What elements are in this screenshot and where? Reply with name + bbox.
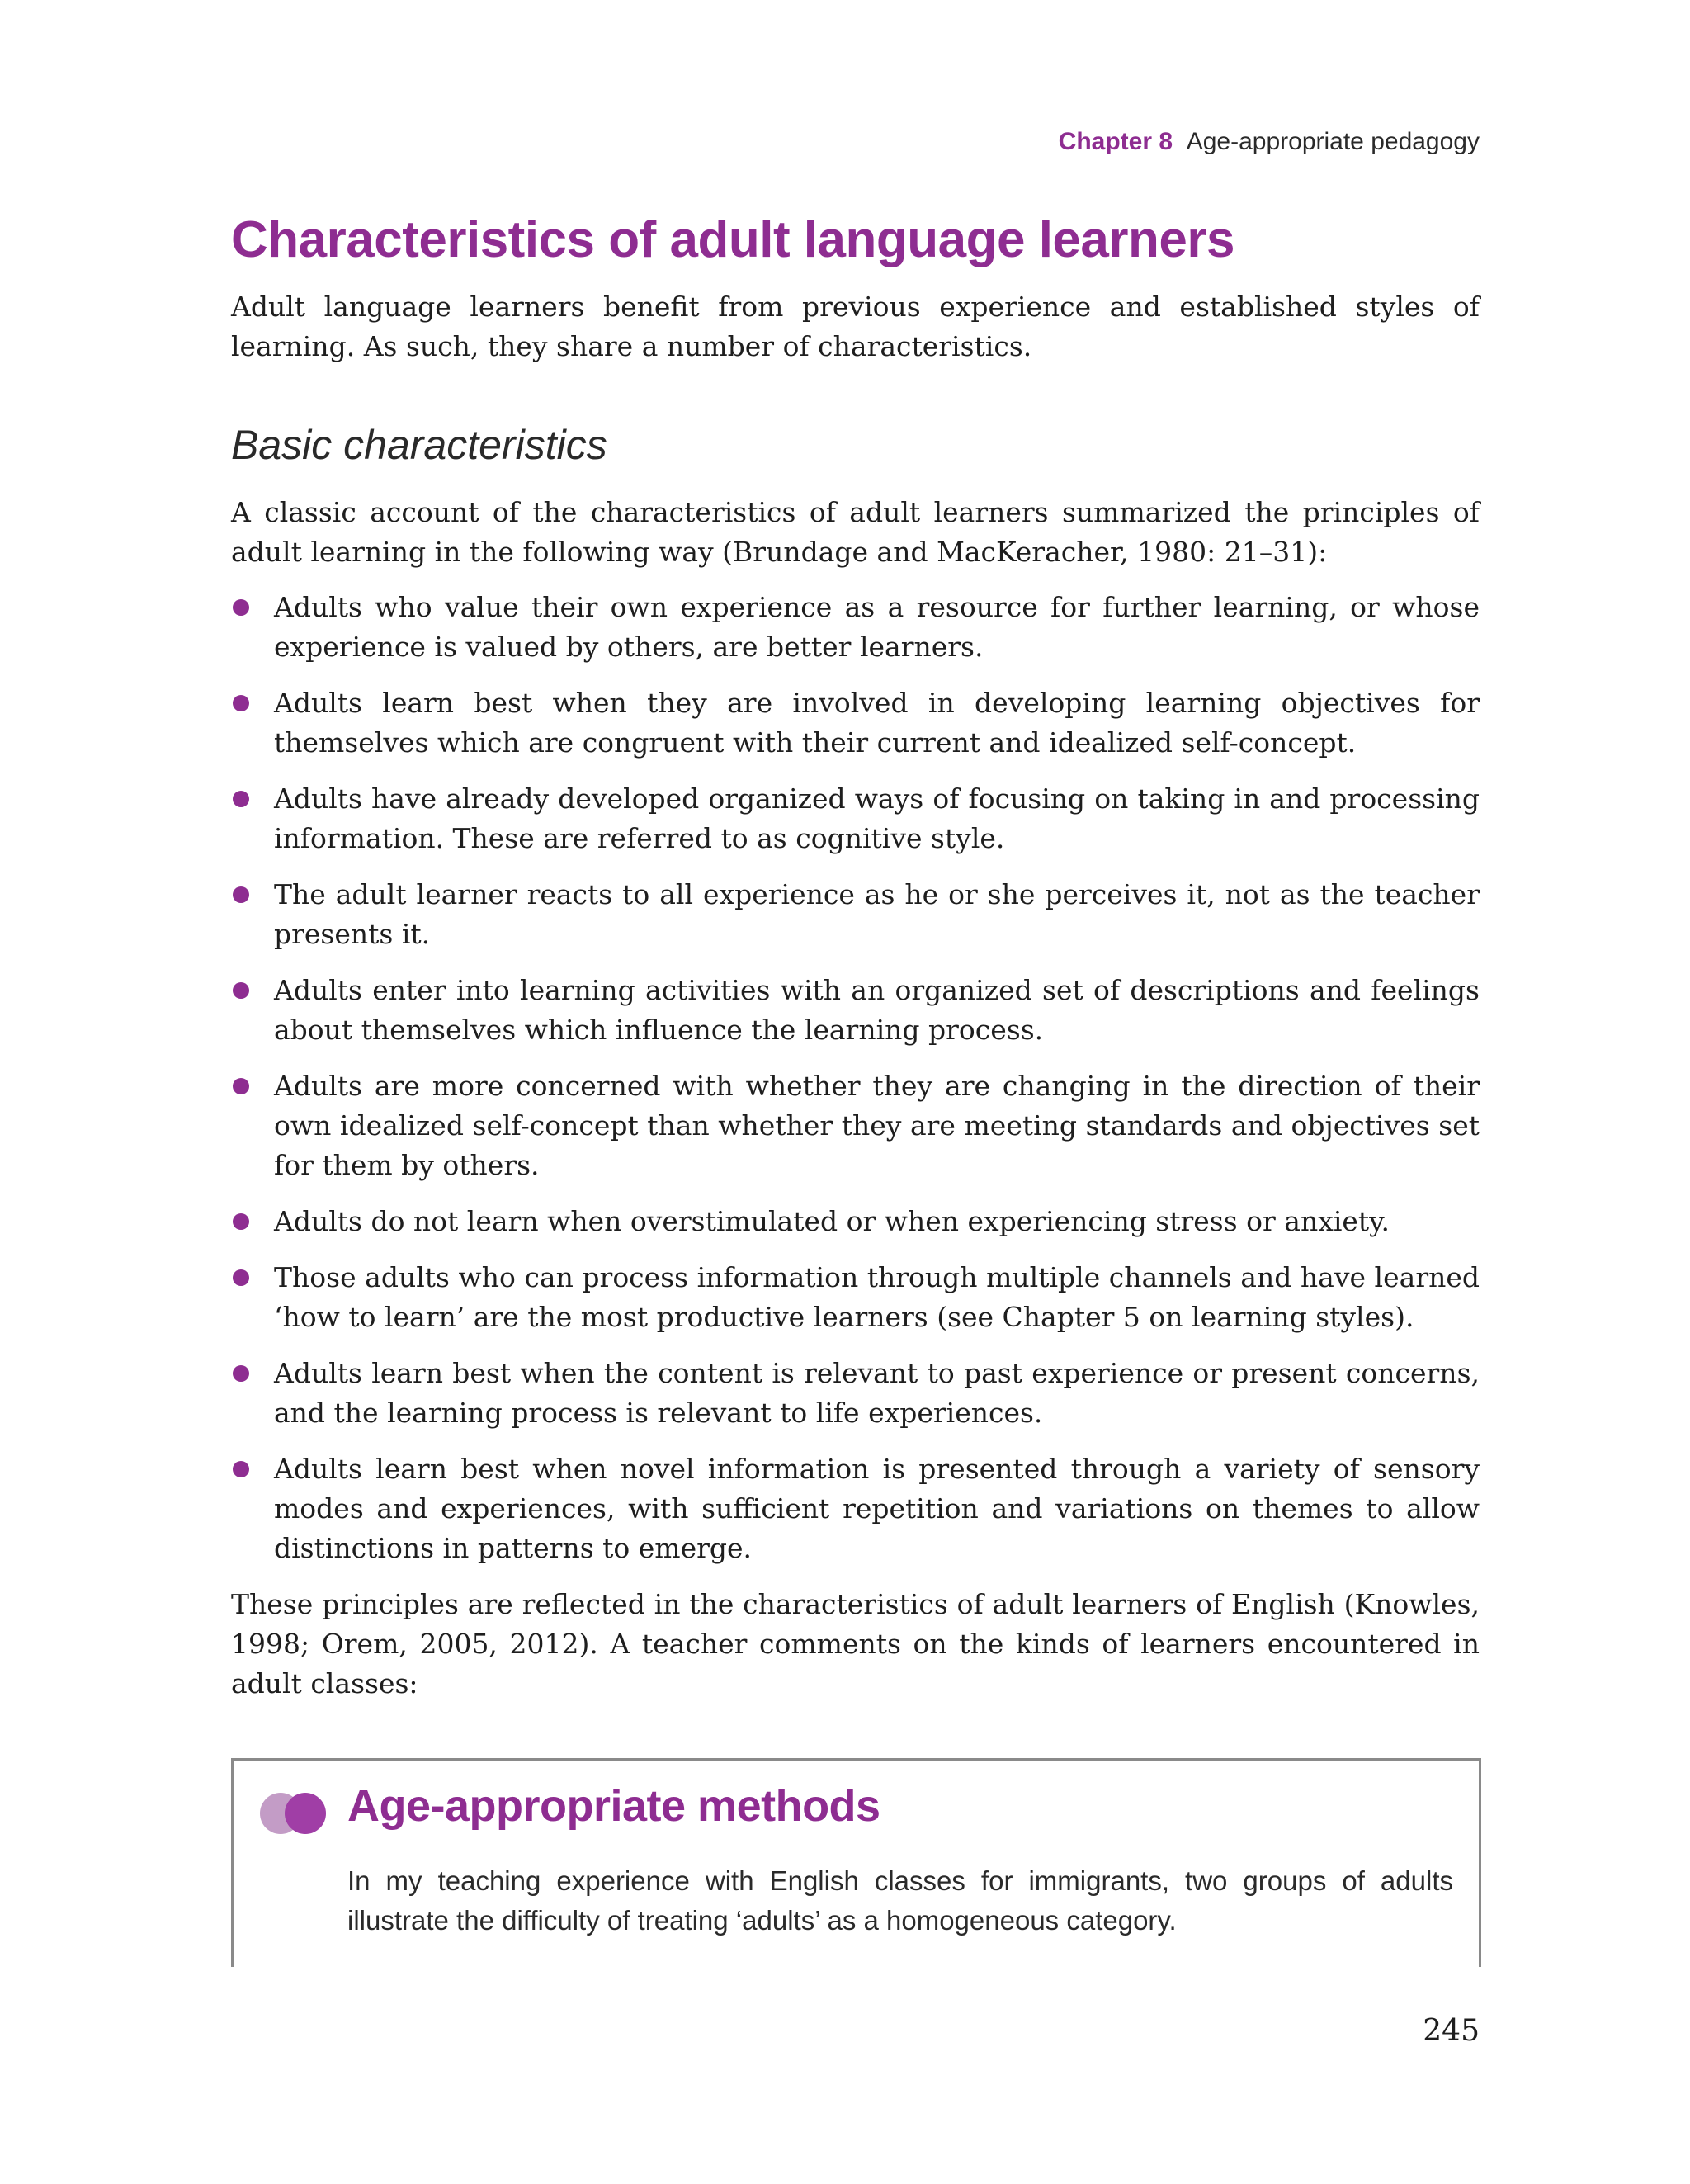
list-item (231, 1066, 1480, 1185)
list-item-text: The adult learner reacts to all experience as he or she perceives it, not as the teacher presents it. (274, 878, 1480, 950)
circle-dark-icon (285, 1793, 326, 1834)
methods-box (231, 1758, 1481, 1967)
bullet-icon (233, 1365, 249, 1382)
list-item (231, 1354, 1480, 1433)
list-item (231, 683, 1480, 763)
list-item-text: Adults who value their own experience as a resource for further learning, or whose experience is valued by others, are better learners. (274, 591, 1480, 663)
characteristics-list (231, 588, 1480, 1585)
running-head-title: Age-appropriate pedagogy (1186, 128, 1480, 155)
running-head (1059, 128, 1480, 156)
list-item (231, 1202, 1480, 1241)
double-circle-icon (260, 1790, 329, 1837)
list-item-text: Adults learn best when the content is relevant to past experience or present concerns, and the learning process is relevant to life experiences. (274, 1357, 1480, 1429)
list-item-text: Those adults who can process information through multiple channels and have learned ‘how to learn’ are the most productive learners (see Chapter 5 on learning styles). (274, 1261, 1480, 1333)
box-title: Age-appropriate methods (347, 1781, 880, 1831)
list-item-text: Adults do not learn when overstimulated or when experiencing stress or anxiety. (274, 1205, 1390, 1237)
intro-paragraph: Adult language learners benefit from previous experience and established styles of learning. As such, they share a number of characteristics. (231, 291, 1480, 362)
closing-paragraph: These principles are reflected in the characteristics of adult learners of English (Knowles, 1998; Orem, 2005, 2012). A teacher comments on the kinds of learners encountered in adult classes: (231, 1588, 1480, 1699)
subsection-heading: Basic characteristics (231, 422, 607, 468)
list-item (231, 875, 1480, 954)
list-item (231, 779, 1480, 858)
page-number: 245 (1423, 2014, 1480, 2048)
bullet-icon (233, 1461, 249, 1477)
bullet-icon (233, 1269, 249, 1286)
section-heading: Characteristics of adult language learners (231, 211, 1234, 268)
box-text: In my teaching experience with English classes for immigrants, two groups of adults illustrate the difficulty of treating ‘adults’ as a homogeneous category. (347, 1865, 1453, 1936)
bullet-icon (233, 886, 249, 903)
list-item (231, 1258, 1480, 1337)
list-item (231, 588, 1480, 667)
list-item-text: Adults learn best when novel information is presented through a variety of sensory modes and experiences, with sufficient repetition and variations on themes to allow distinctions in patterns to emerge. (274, 1453, 1480, 1564)
list-item-text: Adults have already developed organized ways of focusing on taking in and processing information. These are referred to as cognitive style. (274, 782, 1480, 854)
bullet-icon (233, 791, 249, 807)
list-item-text: Adults learn best when they are involved in developing learning objectives for themselves which are congruent with their current and idealized self-concept. (274, 687, 1480, 759)
bullet-icon (233, 695, 249, 711)
list-item-text: Adults enter into learning activities with an organized set of descriptions and feelings about themselves which influence the learning process. (274, 974, 1480, 1046)
running-head-chapter: Chapter 8 (1058, 128, 1173, 155)
bullet-icon (233, 1078, 249, 1094)
bullet-icon (233, 599, 249, 616)
bullet-icon (233, 982, 249, 999)
list-item-text: Adults are more concerned with whether they are changing in the direction of their own idealized self-concept than whether they are meeting standards and objectives set for them by others. (274, 1070, 1480, 1181)
bullet-icon (233, 1213, 249, 1230)
lead-paragraph: A classic account of the characteristics of adult learners summarized the principles of adult learning in the following way (Brundage and MacKeracher, 1980: 21–31): (231, 496, 1480, 568)
list-item (231, 1449, 1480, 1568)
list-item (231, 971, 1480, 1050)
